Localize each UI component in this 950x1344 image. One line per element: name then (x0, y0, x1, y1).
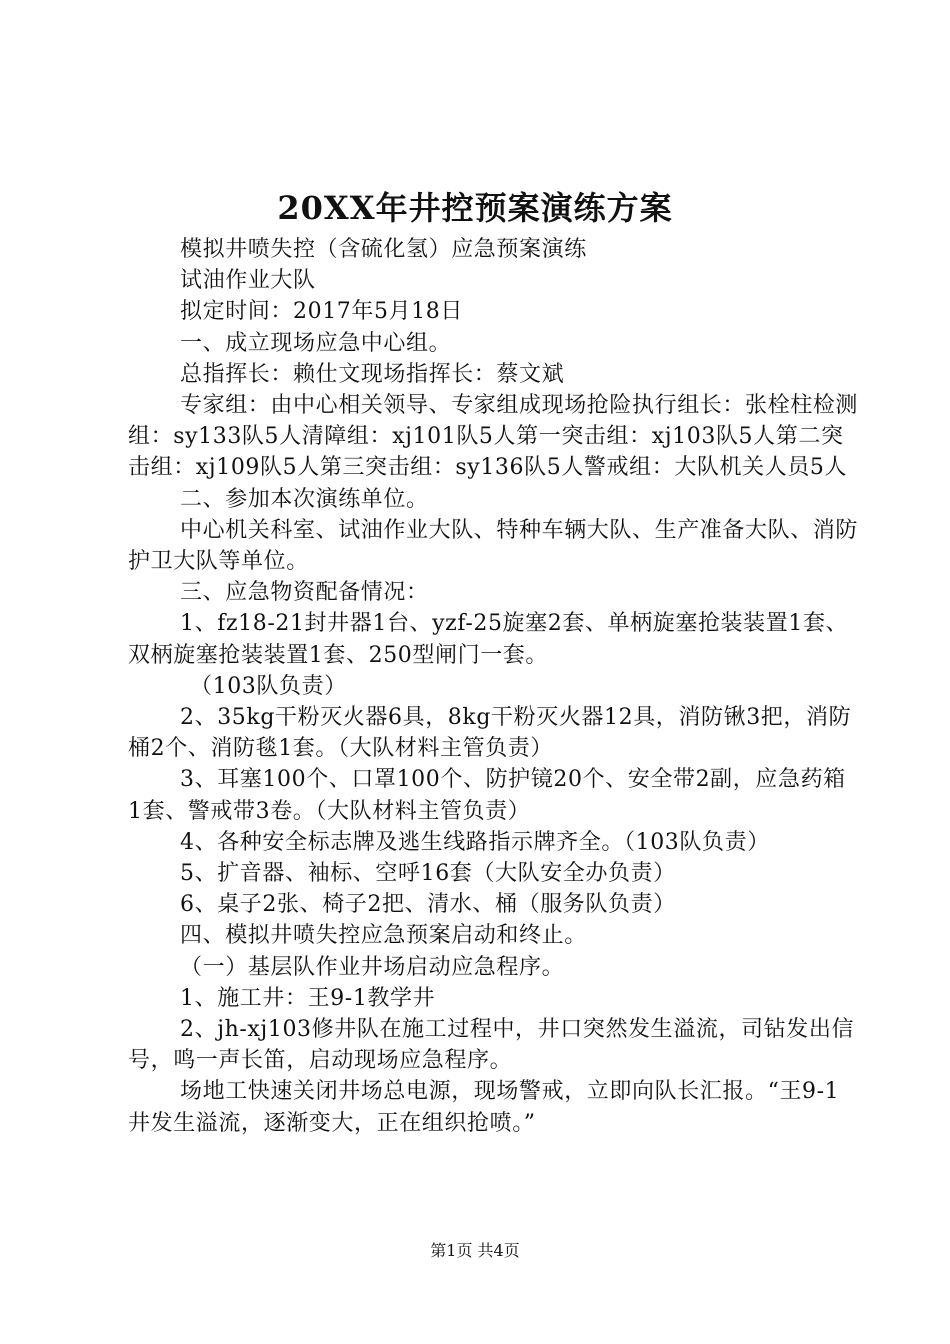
paragraph-materials-2: 2、35kg干粉灭火器6具，8kg干粉灭火器12具，消防锹3把，消防桶2个、消防毯1套。（大队材料主管负责） (128, 705, 852, 762)
paragraph-overflow: 2、jh-xj103修井队在施工过程中，井口突然发生溢流，司钻发出信号，鸣一声长笛，启动现场应急程序。 (128, 1017, 855, 1074)
paragraph-date: 拟定时间：2017年5月18日 (180, 299, 463, 325)
paragraph-section-3: 三、应急物资配备情况： (180, 580, 429, 606)
paragraph-unit: 试油作业大队 (180, 268, 316, 294)
document-body (128, 234, 858, 1139)
paragraph-materials-5: 5、扩音器、袖标、空呼16套（大队安全办负责） (180, 861, 676, 887)
paragraph-materials-1: 1、fz18-21封井器1台、yzf-25旋塞2套、单柄旋塞抢装装置1套、双柄旋塞抢装装置1套、250型闸门一套。 (128, 611, 849, 668)
paragraph-section-2: 二、参加本次演练单位。 (180, 486, 429, 512)
paragraph-subsection-1: （一）基层队作业井场启动应急程序。 (180, 954, 565, 980)
paragraph-section-1: 一、成立现场应急中心组。 (180, 330, 452, 356)
paragraph-materials-1-owner: （103队负责） (190, 673, 347, 699)
paragraph-groups: 专家组：由中心相关领导、专家组成现场抢险执行组长：张栓柱检测组：sy133队5人清障组：xj101队5人第一突击组：xj103队5人第二突击组：xj109队5人第三突击组：sy136队5人警戒组：大队机关人员5人 (128, 393, 859, 481)
page-footer: 第1页 共4页 (430, 1241, 520, 1260)
paragraph-materials-4: 4、各种安全标志牌及逃生线路指示牌齐全。（103队负责） (180, 829, 770, 855)
paragraph-well: 1、施工井：王9-1教学井 (180, 985, 436, 1011)
paragraph-drill-name: 模拟井喷失控（含硫化氢）应急预案演练 (180, 237, 587, 262)
paragraph-participants: 中心机关科室、试油作业大队、特种车辆大队、生产准备大队、消防护卫大队等单位。 (128, 517, 859, 575)
document-title: 20XX年井控预案演练方案 (277, 189, 673, 227)
paragraph-materials-3: 3、耳塞100个、口罩100个、防护镜20个、安全带2副，应急药箱1套、警戒带3卷。（大队材料主管负责） (128, 767, 846, 824)
paragraph-section-4: 四、模拟井喷失控应急预案启动和终止。 (180, 923, 587, 949)
paragraph-materials-6: 6、桌子2张、椅子2把、清水、桶（服务队负责） (180, 892, 676, 918)
paragraph-power-off: 场地工快速关闭井场总电源，现场警戒，立即向队长汇报。“王9-1井发生溢流，逐渐变大，正在组织抢喷。” (128, 1079, 840, 1136)
paragraph-commanders: 总指挥长：赖仕文现场指挥长：蔡文斌 (180, 361, 565, 387)
